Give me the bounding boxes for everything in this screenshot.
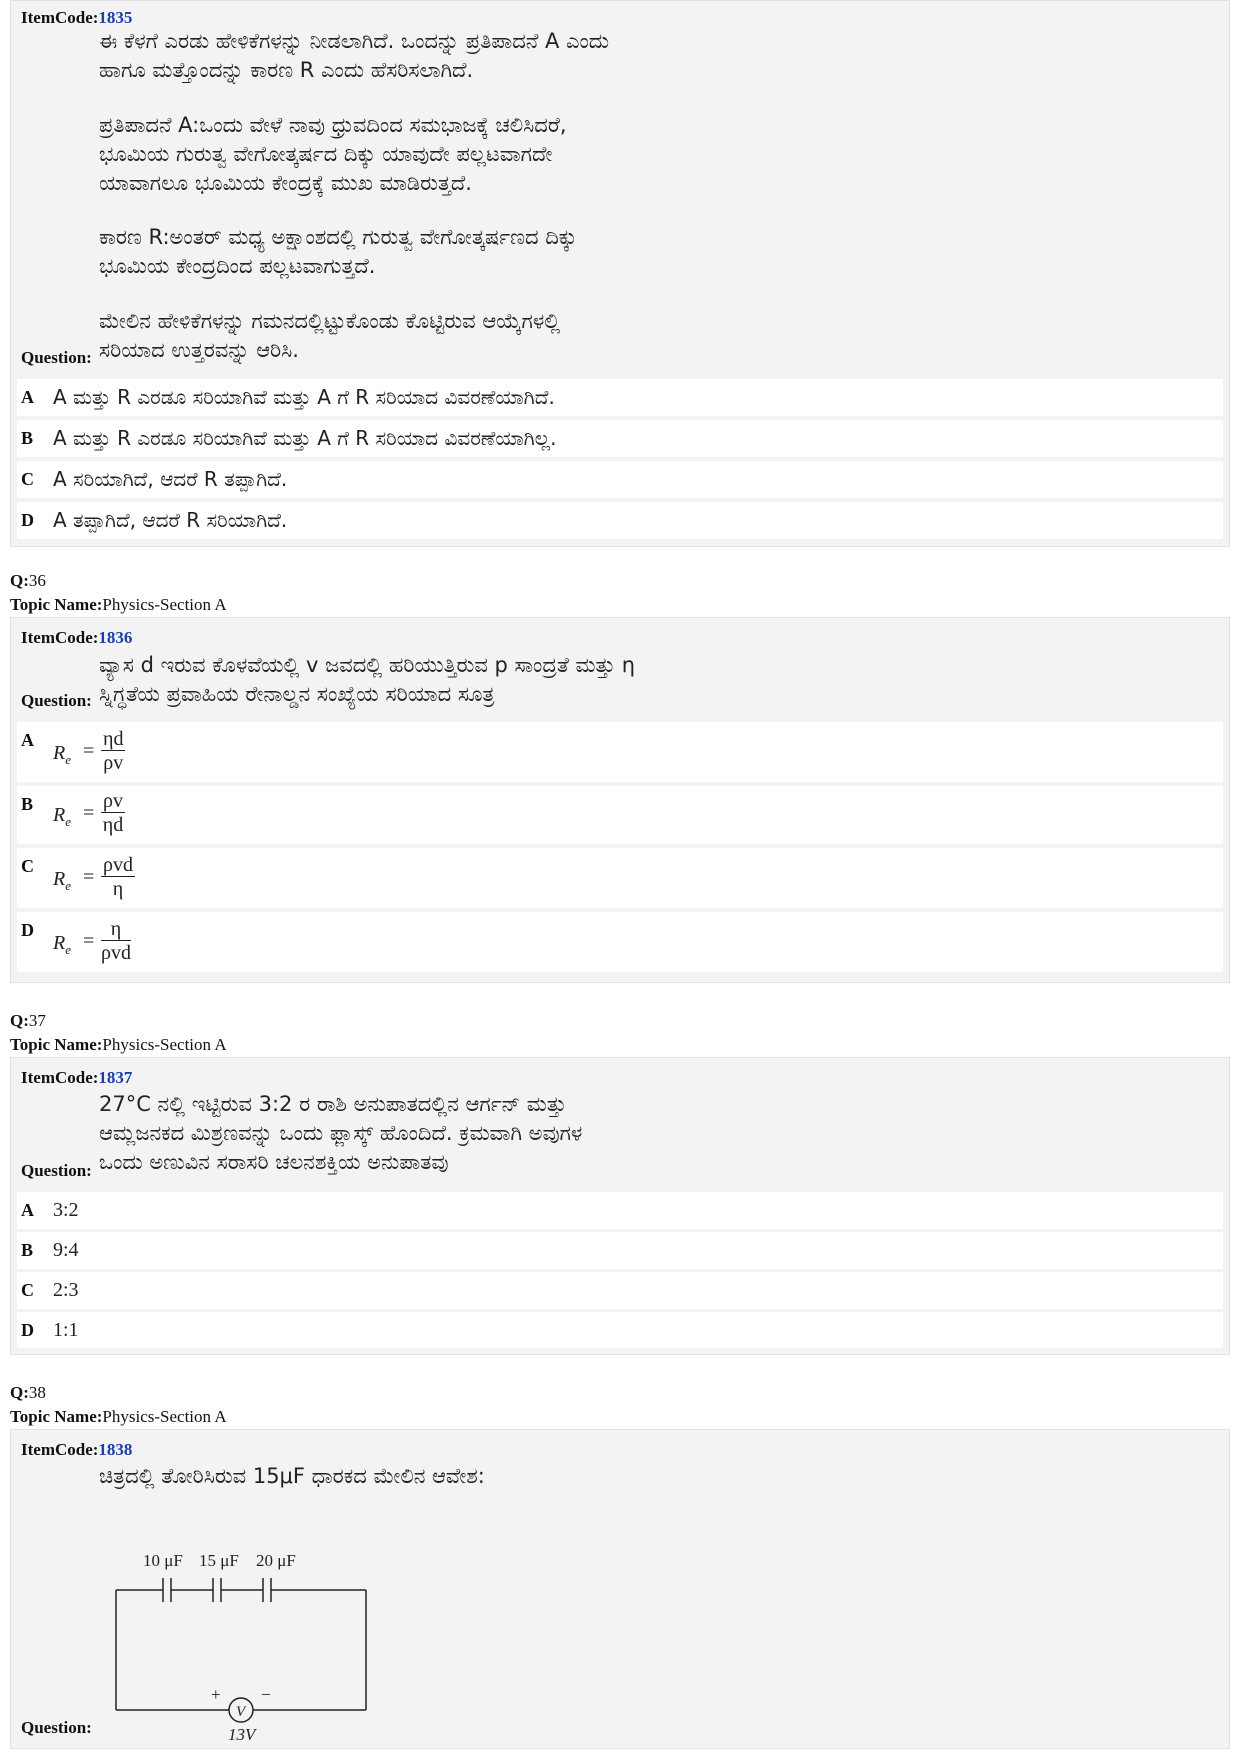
question-number-38 xyxy=(10,1383,46,1403)
option-text: 2:3 xyxy=(53,1279,79,1301)
question-label-37: Question: xyxy=(21,1161,92,1180)
option-letter: D xyxy=(21,920,34,940)
option-d-37[interactable] xyxy=(17,1312,1223,1348)
formula-lhs: $R_e$ xyxy=(53,868,71,893)
item-code-label: ItemCode: xyxy=(21,1068,99,1087)
question-line: ಭೂಮಿಯ ಗುರುತ್ವ ವೇಗೋತ್ಕರ್ಷದ ದಿಕ್ಕು ಯಾವುದೇ ಪಲ್ಲಟವಾಗದೇ xyxy=(99,142,553,166)
question-line: 27°C ನಲ್ಲಿ ಇಟ್ಟಿರುವ 3:2 ರ ರಾಶಿ ಅನುಪಾತದಲ್ಲಿನ ಆರ್ಗನ್ ಮತ್ತು xyxy=(99,1092,567,1116)
question-text-36 xyxy=(99,651,635,709)
topic-36 xyxy=(10,595,227,615)
topic-label: Topic Name: xyxy=(10,595,103,614)
option-text: A ತಪ್ಪಾಗಿದೆ, ಆದರೆ R ಸರಿಯಾಗಿದೆ. xyxy=(53,508,288,532)
q-label: Q: xyxy=(10,1011,29,1030)
question-box-37 xyxy=(10,1057,1230,1355)
option-letter: A xyxy=(21,1200,34,1220)
question-number-36 xyxy=(10,571,46,591)
options-36 xyxy=(17,722,1223,976)
question-line: ಆಮ್ಲಜನಕದ ಮಿಶ್ರಣವನ್ನು ಒಂದು ಫ್ಲಾಸ್ಕ್ ಹೊಂದಿದೆ. ಕ್ರಮವಾಗಿ ಅವುಗಳ xyxy=(99,1121,583,1145)
reason-text-35 xyxy=(99,223,577,281)
fraction xyxy=(101,728,125,775)
question-line: ಚಿತ್ರದಲ್ಲಿ ತೋರಿಸಿರುವ 15μF ಧಾರಕದ ಮೇಲಿನ ಆವೇಶ: xyxy=(99,1464,485,1488)
options-35 xyxy=(17,379,1223,539)
topic-name: Physics-Section A xyxy=(102,1407,227,1426)
cap-label-20: 20 μF xyxy=(256,1551,296,1570)
plus-sign: + xyxy=(211,1685,221,1704)
topic-name: Physics-Section A xyxy=(102,1035,227,1054)
item-code-label: ItemCode: xyxy=(21,1440,99,1459)
option-letter: B xyxy=(21,428,34,448)
option-letter: C xyxy=(21,469,34,489)
q-label: Q: xyxy=(10,571,29,590)
denominator: η xyxy=(112,878,124,900)
question-number-37 xyxy=(10,1011,46,1031)
question-label-38: Question: xyxy=(21,1718,92,1737)
option-letter: D xyxy=(21,510,34,530)
assertion-text-35 xyxy=(99,111,567,198)
cap-label-15: 15 μF xyxy=(199,1551,239,1570)
option-text: A ಸರಿಯಾಗಿದೆ, ಆದರೆ R ತಪ್ಪಾಗಿದೆ. xyxy=(53,467,288,491)
q-number: 37 xyxy=(28,1011,46,1030)
question-text-37 xyxy=(99,1090,582,1177)
instruction-text-35 xyxy=(99,307,560,365)
option-c-35[interactable] xyxy=(17,461,1223,498)
q-number: 36 xyxy=(28,571,46,590)
option-d-36[interactable] xyxy=(17,912,1223,972)
option-a-35[interactable] xyxy=(17,379,1223,416)
voltmeter-letter: V xyxy=(236,1704,246,1720)
topic-label: Topic Name: xyxy=(10,1407,103,1426)
option-c-36[interactable] xyxy=(17,848,1223,908)
numerator: η xyxy=(101,918,131,941)
question-line: ಭೂಮಿಯ ಕೇಂದ್ರದಿಂದ ಪಲ್ಲಟವಾಗುತ್ತದೆ. xyxy=(99,254,376,278)
equals-sign: = xyxy=(83,866,95,888)
option-d-35[interactable] xyxy=(17,502,1223,539)
question-label-36: Question: xyxy=(21,691,92,710)
numerator: ηd xyxy=(103,728,124,750)
fraction xyxy=(101,790,125,837)
question-line: ಸರಿಯಾದ ಉತ್ತರವನ್ನು ಆರಿಸಿ. xyxy=(99,338,299,362)
equals-sign: = xyxy=(83,930,95,952)
item-code-number: 1837 xyxy=(98,1068,133,1087)
question-line: ಒಂದು ಅಣುವಿನ ಸರಾಸರಿ ಚಲನಶಕ್ತಿಯ ಅನುಪಾತವು xyxy=(99,1150,449,1174)
option-letter: B xyxy=(21,794,34,814)
question-box-38 xyxy=(10,1429,1230,1749)
denominator: ρvd xyxy=(101,942,131,964)
option-text: 9:4 xyxy=(53,1239,79,1261)
topic-name: Physics-Section A xyxy=(102,595,227,614)
question-line: ಕಾರಣ R:ಅಂತರ್ ಮಧ್ಯ ಅಕ್ಷಾಂಶದಲ್ಲಿ ಗುರುತ್ವ ವೇಗೋತ್ಕರ್ಷಣದ ದಿಕ್ಕು xyxy=(99,225,577,249)
question-text-35 xyxy=(99,27,609,85)
topic-37 xyxy=(10,1035,227,1055)
item-code-number: 1835 xyxy=(98,8,133,27)
cap-label-10: 10 μF xyxy=(143,1551,183,1570)
q-number: 38 xyxy=(28,1383,46,1402)
option-text: 3:2 xyxy=(53,1199,79,1221)
question-line: ಪ್ರತಿಪಾದನೆ A:ಒಂದು ವೇಳೆ ನಾವು ಧ್ರುವದಿಂದ ಸಮಭಾಜಕ್ಕೆ ಚಲಿಸಿದರೆ, xyxy=(99,113,567,137)
option-letter: A xyxy=(21,730,34,750)
option-letter: A xyxy=(21,387,34,407)
numerator: ρvd xyxy=(103,854,133,876)
option-c-37[interactable] xyxy=(17,1272,1223,1309)
fraction xyxy=(101,854,135,901)
option-a-37[interactable] xyxy=(17,1192,1223,1229)
item-code-38 xyxy=(21,1440,132,1460)
fraction xyxy=(101,918,131,965)
formula-lhs: $R_e$ xyxy=(53,742,71,767)
formula-lhs: $R_e$ xyxy=(53,804,71,829)
topic-38 xyxy=(10,1407,227,1427)
option-text: A ಮತ್ತು R ಎರಡೂ ಸರಿಯಾಗಿವೆ ಮತ್ತು A ಗೆ R ಸರಿಯಾದ ವಿವರಣೆಯಾಗಿಲ್ಲ. xyxy=(53,426,557,450)
item-code-label: ItemCode: xyxy=(21,628,99,647)
equals-sign: = xyxy=(83,802,95,824)
question-line: ಸ್ನಿಗ್ಧತೆಯ ಪ್ರವಾಹಿಯ ರೇನಾಲ್ಡನ ಸಂಖ್ಯೆಯ ಸರಿಯಾದ ಸೂತ್ರ xyxy=(99,682,495,706)
question-line: ಈ ಕೆಳಗೆ ಎರಡು ಹೇಳಿಕೆಗಳನ್ನು ನೀಡಲಾಗಿದೆ. ಒಂದನ್ನು ಪ್ರತಿಪಾದನೆ A ಎಂದು xyxy=(99,29,610,53)
equals-sign: = xyxy=(83,740,95,762)
topic-label: Topic Name: xyxy=(10,1035,103,1054)
denominator: ρv xyxy=(103,752,124,774)
item-code-number: 1836 xyxy=(98,628,133,647)
item-code-label: ItemCode: xyxy=(21,8,99,27)
question-text-38 xyxy=(99,1462,485,1491)
item-code-36 xyxy=(21,628,132,648)
option-a-36[interactable] xyxy=(17,722,1223,782)
question-box-35 xyxy=(10,0,1230,547)
denominator: ηd xyxy=(102,814,124,836)
question-line: ಮೇಲಿನ ಹೇಳಿಕೆಗಳನ್ನು ಗಮನದಲ್ಲಿಟ್ಟುಕೊಂಡು ಕೊಟ್ಟಿರುವ ಆಯ್ಕೆಗಳಲ್ಲಿ xyxy=(99,309,561,333)
q-label: Q: xyxy=(10,1383,29,1402)
question-box-36 xyxy=(10,617,1230,983)
option-letter: C xyxy=(21,1280,34,1300)
formula-lhs: $R_e$ xyxy=(53,932,71,957)
option-b-35[interactable] xyxy=(17,420,1223,457)
question-line: ಯಾವಾಗಲೂ ಭೂಮಿಯ ಕೇಂದ್ರಕ್ಕೆ ಮುಖ ಮಾಡಿರುತ್ತದೆ. xyxy=(99,171,472,195)
circuit-diagram xyxy=(91,1540,391,1740)
options-37 xyxy=(17,1192,1223,1348)
voltage-label: 13V xyxy=(228,1725,256,1740)
option-letter: D xyxy=(21,1320,34,1340)
item-code-37 xyxy=(21,1068,132,1088)
option-b-37[interactable] xyxy=(17,1232,1223,1269)
option-b-36[interactable] xyxy=(17,786,1223,844)
question-line: ಹಾಗೂ ಮತ್ತೊಂದನ್ನು ಕಾರಣ R ಎಂದು ಹೆಸರಿಸಲಾಗಿದೆ. xyxy=(99,58,474,82)
option-letter: C xyxy=(21,856,34,876)
option-text: A ಮತ್ತು R ಎರಡೂ ಸರಿಯಾಗಿವೆ ಮತ್ತು A ಗೆ R ಸರಿಯಾದ ವಿವರಣೆಯಾಗಿದೆ. xyxy=(53,385,555,409)
item-code-35 xyxy=(21,8,132,28)
option-letter: B xyxy=(21,1240,34,1260)
question-label-35: Question: xyxy=(21,348,92,367)
minus-sign: − xyxy=(261,1685,271,1704)
numerator: ρv xyxy=(103,790,123,812)
question-line: ವ್ಯಾಸ d ಇರುವ ಕೊಳವೆಯಲ್ಲಿ v ಜವದಲ್ಲಿ ಹರಿಯುತ್ತಿರುವ p ಸಾಂದ್ರತೆ ಮತ್ತು η xyxy=(99,653,636,677)
item-code-number: 1838 xyxy=(98,1440,133,1459)
option-text: 1:1 xyxy=(53,1319,79,1341)
